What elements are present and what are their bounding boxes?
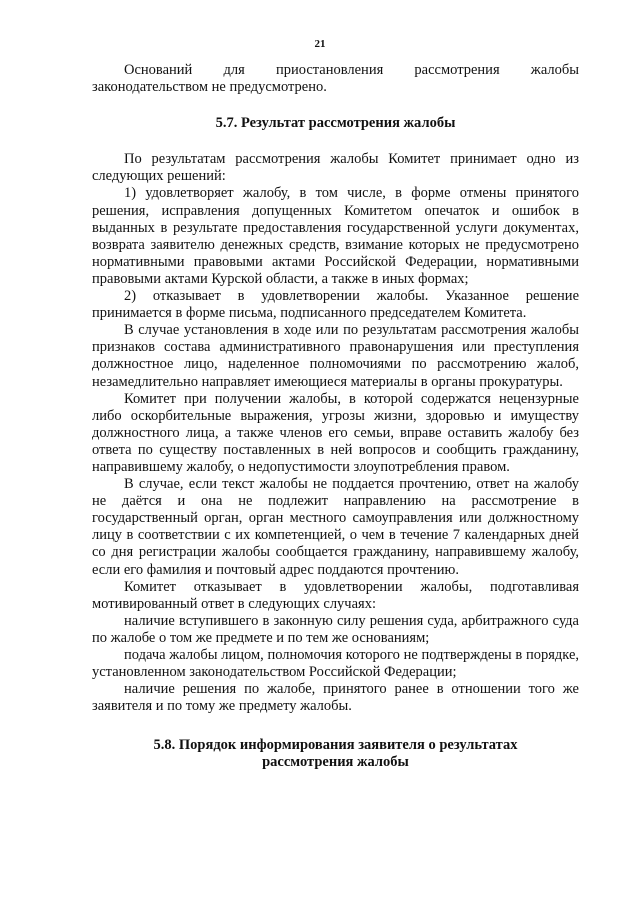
paragraph: В случае установления в ходе или по результатам рассмотрения жалобы признаков состава административного правонарушения или преступления должностное лицо, наделенное полномочиями по рассмотрению жалоб, незамедлительно направляет имеющиеся материалы в органы прокуратуры. [92,322,579,390]
section-5-8-heading [92,737,579,771]
paragraph: наличие вступившего в законную силу решения суда, арбитражного суда по жалобе о том же предмете и по тем же основаниям; [92,612,579,646]
section-5-7-heading: 5.7. Результат рассмотрения жалобы [215,115,456,132]
section-5-8-heading-line1: 5.8. Порядок информирования заявителя о результатах [153,737,518,754]
paragraph: По результатам рассмотрения жалобы Комитет принимает одно из следующих решений: [92,151,579,185]
page-body [92,62,579,772]
paragraph: наличие решения по жалобе, принятого ранее в отношении того же заявителя и по тому же предмету жалобы. [92,681,579,715]
paragraph: подача жалобы лицом, полномочия которого не подтверждены в порядке, установленном законодательством Российской Федерации; [92,647,579,681]
paragraph: 2) отказывает в удовлетворении жалобы. Указанное решение принимается в форме письма, подписанного председателем Комитета. [92,288,579,322]
paragraph: Комитет при получении жалобы, в которой содержатся нецензурные либо оскорбительные выражения, угрозы жизни, здоровью и имуществу должностного лица, а также членов его семьи, вправе оставить жалобу без ответа по существу поставленных в ней вопросов и сообщить гражданину, направившему жалобу, о недопустимости злоупотребления правом. [92,390,579,475]
section-5-8-heading-line2: рассмотрения жалобы [262,754,409,771]
paragraph: Комитет отказывает в удовлетворении жалобы, подготавливая мотивированный ответ в следующих случаях: [92,578,579,612]
paragraph: 1) удовлетворяет жалобу, в том числе, в форме отмены принятого решения, исправления допущенных Комитетом опечаток и ошибок в выданных в результате предоставления государственной услуги документах, возврата заявителю денежных средств, взимание которых не предусмотрено нормативными правовыми актами Российской Федерации, нормативными правовыми актами Курской области, а также в иных формах; [92,185,579,287]
paragraph: В случае, если текст жалобы не поддается прочтению, ответ на жалобу не даётся и она не подлежит направлению на рассмотрение в государственный орган, орган местного самоуправления или должностному лицу в соответствии с их компетенцией, о чем в течение 7 календарных дней со дня регистрации жалобы сообщается гражданину, направившему жалобу, если его фамилия и почтовый адрес поддаются прочтению. [92,476,579,578]
page-number: 21 [314,38,326,50]
top-paragraph: Оснований для приостановления рассмотрения жалобы законодательством не предусмотрено. [92,62,579,96]
